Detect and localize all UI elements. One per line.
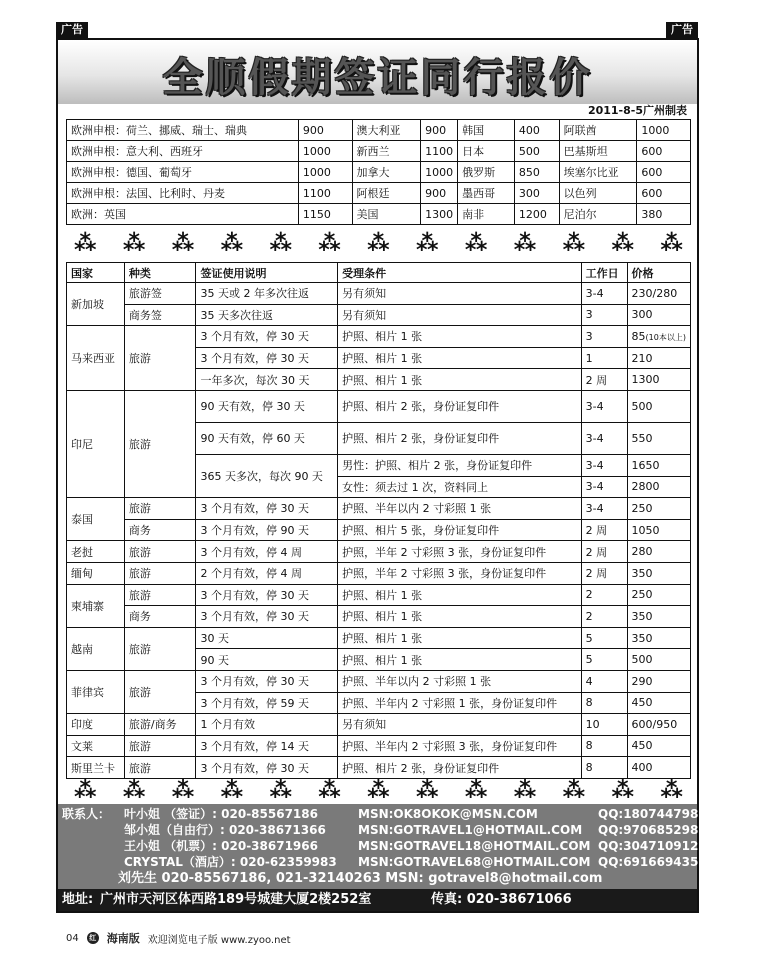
destination-cell: 欧洲申根：意大利、西班牙: [67, 141, 299, 162]
price-cell: 900: [421, 120, 458, 141]
price-cell: 1000: [298, 141, 352, 162]
destination-cell: 美国: [352, 204, 421, 225]
magazine-logo-icon: 红: [87, 932, 99, 944]
destination-cell: 日本: [458, 141, 515, 162]
contact-row: 联系人： 叶小姐 （签证）: 020-85567186 MSN:OK8OKOK@MSN.COM QQ:1807447985: [62, 807, 707, 821]
header-country: 国家: [67, 263, 125, 283]
country-cell: 缅甸: [67, 562, 125, 584]
page-number: 04: [66, 932, 79, 944]
table-header-row: [67, 263, 691, 283]
table-row: 马来西亚 旅游 3 个月有效，停 30 天 护照、相片 1 张 3 85(10本以上): [67, 326, 691, 348]
price-cell: 1100: [421, 141, 458, 162]
price-cell: 400: [514, 120, 559, 141]
price-cell: 380: [637, 204, 691, 225]
table-row: 365 天多次，每次 90 天 男性：护照、相片 2 张，身份证复印件 3-4 1650: [67, 454, 691, 476]
address-text: 广州市天河区体西路189号城建大厦2楼252室: [100, 892, 372, 907]
destination-cell: 加拿大: [352, 162, 421, 183]
table-row: 商务签 35 天多次往返 另有须知 3 300: [67, 304, 691, 326]
price-cell: 300: [514, 183, 559, 204]
contact-label: 联系人：: [62, 807, 111, 821]
table-row: [67, 183, 691, 204]
destination-cell: 阿根廷: [352, 183, 421, 204]
destination-cell: 埃塞尔比亚: [559, 162, 637, 183]
page-title: 全顺假期签证同行报价: [162, 55, 593, 101]
country-cell: 斯里兰卡: [67, 757, 125, 779]
destination-cell: 巴基斯坦: [559, 141, 637, 162]
website-text[interactable]: 欢迎浏览电子版 www.zyoo.net: [147, 934, 291, 946]
header-conditions: 受理条件: [338, 263, 581, 283]
table-row: 3 个月有效，停 30 天 护照、相片 1 张 1 210: [67, 347, 691, 369]
ad-tag-right: 广告: [666, 22, 698, 38]
price-cell: 600: [637, 141, 691, 162]
contact-row: CRYSTAL（酒店）: 020-62359983 MSN:GOTRAVEL68@HOTMAIL.COM QQ:691669435: [124, 855, 699, 869]
contact-row: 邹小姐（自由行）: 020-38671366 MSN:GOTRAVEL1@HOTMAIL.COM QQ:970685298: [124, 823, 699, 837]
table-row: 老挝 旅游 3 个月有效，停 4 周 护照，半年 2 寸彩照 3 张，身份证复印件 2 周 280: [67, 541, 691, 563]
table-row: 斯里兰卡 旅游 3 个月有效，停 30 天 护照、相片 2 张，身份证复印件 8 400: [67, 757, 691, 779]
price-cell: 1000: [421, 162, 458, 183]
table-row: 商务 3 个月有效，停 30 天 护照、相片 1 张 2 350: [67, 606, 691, 628]
star-divider-bottom: ⁂ ⁂ ⁂ ⁂ ⁂ ⁂ ⁂ ⁂ ⁂ ⁂ ⁂ ⁂ ⁂: [74, 778, 683, 803]
table-row: 柬埔寨 旅游 3 个月有效，停 30 天 护照、相片 1 张 2 250: [67, 584, 691, 606]
destination-cell: 韩国: [458, 120, 515, 141]
table-row: [67, 204, 691, 225]
header-workdays: 工作日: [581, 263, 627, 283]
table-row: [67, 162, 691, 183]
fax-number: 传真: 020-38671066: [431, 892, 572, 907]
destination-cell: 欧洲申根：德国、葡萄牙: [67, 162, 299, 183]
price-cell: 1300: [421, 204, 458, 225]
destination-cell: 阿联酋: [559, 120, 637, 141]
table-row: 越南 旅游 30 天 护照、相片 1 张 5 350: [67, 627, 691, 649]
visa-table: [66, 262, 691, 779]
header-desc: 签证使用说明: [196, 263, 338, 283]
ad-tag-left: 广告: [56, 22, 88, 38]
destination-cell: 俄罗斯: [458, 162, 515, 183]
table-row: 文莱 旅游 3 个月有效，停 14 天 护照、半年内 2 寸彩照 3 张，身份证复印件 8 450: [67, 735, 691, 757]
destination-cell: 以色列: [559, 183, 637, 204]
contact-row: 刘先生 020-85567186, 021-32140263 MSN: gotravel8@hotmail.com: [118, 871, 603, 886]
edition-label: 海南版: [106, 932, 140, 945]
table-row: 菲律宾 旅游 3 个月有效，停 30 天 护照、半年以内 2 寸彩照 1 张 4 290: [67, 670, 691, 692]
destination-cell: 新西兰: [352, 141, 421, 162]
price-cell: 1200: [514, 204, 559, 225]
destination-cell: 澳大利亚: [352, 120, 421, 141]
destination-cell: 欧洲：英国: [67, 204, 299, 225]
table-row: 女性：须去过 1 次，资料同上 3-4 2800: [67, 476, 691, 498]
destination-cell: 墨西哥: [458, 183, 515, 204]
price-cell: 850: [514, 162, 559, 183]
price-cell: 1150: [298, 204, 352, 225]
country-cell: 印尼: [67, 390, 125, 497]
country-cell: 柬埔寨: [67, 584, 125, 627]
table-row: [67, 141, 691, 162]
table-row: 3 个月有效，停 59 天 护照、半年内 2 寸彩照 1 张，身份证复印件 8 450: [67, 692, 691, 714]
destination-cell: 南非: [458, 204, 515, 225]
table-row: 90 天有效，停 60 天 护照、相片 2 张，身份证复印件 3-4 550: [67, 422, 691, 454]
price-cell: 900: [421, 183, 458, 204]
price-cell: 1000: [637, 120, 691, 141]
table-row: 商务 3 个月有效，停 90 天 护照、相片 5 张，身份证复印件 2 周 1050: [67, 519, 691, 541]
country-cell: 印度: [67, 714, 125, 736]
country-cell: 泰国: [67, 498, 125, 541]
price-cell: 1000: [298, 162, 352, 183]
header-type: 种类: [124, 263, 196, 283]
contact-row: 王小姐 （机票）: 020-38671966 MSN:GOTRAVEL18@HOTMAIL.COM QQ:304710912: [124, 839, 699, 853]
table-row: 缅甸 旅游 2 个月有效，停 4 周 护照，半年 2 寸彩照 3 张，身份证复印件 2 周 350: [67, 562, 691, 584]
country-cell: 老挝: [67, 541, 125, 563]
table-row: 90 天 护照、相片 1 张 5 500: [67, 649, 691, 671]
table-row: 印度 旅游/商务 1 个月有效 另有须知 10 600/950: [67, 714, 691, 736]
title-band: [58, 40, 697, 104]
price-note: (10本以上): [645, 332, 686, 342]
star-divider-top: ⁂ ⁂ ⁂ ⁂ ⁂ ⁂ ⁂ ⁂ ⁂ ⁂ ⁂ ⁂ ⁂: [74, 231, 683, 256]
address-bar: [58, 889, 697, 911]
country-cell: 新加坡: [67, 283, 125, 326]
price-cell: 1100: [298, 183, 352, 204]
country-cell: 文莱: [67, 735, 125, 757]
date-label: 2011-8-5广州制表: [587, 104, 687, 117]
destination-cell: 欧洲申根：荷兰、挪威、瑞士、瑞典: [67, 120, 299, 141]
destination-cell: 欧洲申根：法国、比利时、丹麦: [67, 183, 299, 204]
table-row: 新加坡 旅游签 35 天或 2 年多次往返 另有须知 3-4 230/280: [67, 283, 691, 305]
price-table: [66, 119, 691, 225]
table-row: 泰国 旅游 3 个月有效，停 30 天 护照、半年以内 2 寸彩照 1 张 3-4 250: [67, 498, 691, 520]
table-row: [67, 120, 691, 141]
page-footer: [66, 930, 291, 946]
address-label: 地址:: [62, 892, 94, 907]
price-cell: 900: [298, 120, 352, 141]
destination-cell: 尼泊尔: [559, 204, 637, 225]
country-cell: 马来西亚: [67, 326, 125, 391]
price-cell: 600: [637, 162, 691, 183]
country-cell: 越南: [67, 627, 125, 670]
contact-panel: [58, 804, 707, 889]
ad-frame: [56, 38, 707, 913]
price-cell: 500: [514, 141, 559, 162]
table-row: 一年多次，每次 30 天 护照、相片 1 张 2 周 1300: [67, 369, 691, 391]
table-row: 印尼 旅游 90 天有效，停 30 天 护照、相片 2 张，身份证复印件 3-4 500: [67, 390, 691, 422]
price-cell: 600: [637, 183, 691, 204]
country-cell: 菲律宾: [67, 670, 125, 713]
header-price: 价格: [627, 263, 690, 283]
